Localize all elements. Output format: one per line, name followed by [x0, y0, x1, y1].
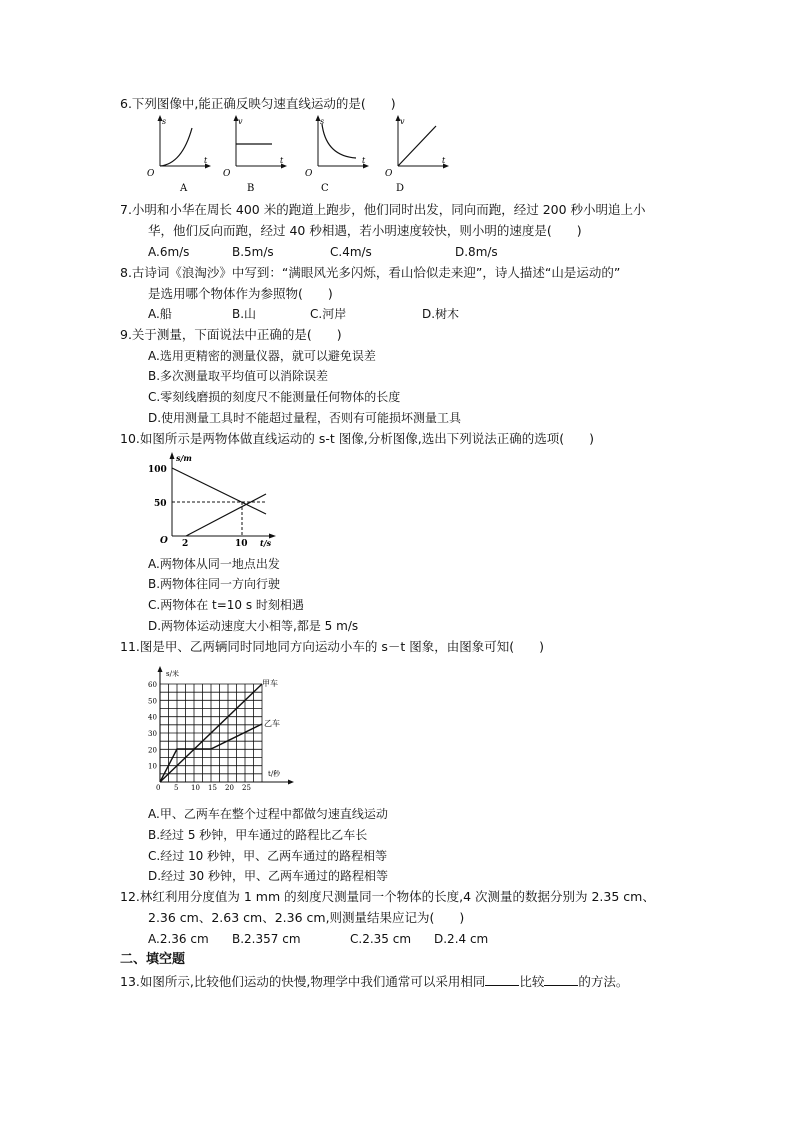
q11-st-graph: [140, 664, 300, 794]
q10-y100: 100: [148, 465, 167, 475]
q6-graph-c: [305, 115, 369, 194]
q6-b-xaxis: t: [280, 156, 284, 165]
q9-stem: 9.关于测量，下面说法中正确的是( ): [120, 327, 342, 342]
q10-option-a: A.两物体从同一地点出发: [148, 557, 280, 571]
q10-stem: 10.如图所示是两物体做直线运动的 s-t 图像,分析图像,选出下列说法正确的选项( ): [120, 431, 594, 446]
q11-ytick: 50: [148, 697, 157, 706]
q10-option-d: D.两物体运动速度大小相等,都是 5 m/s: [148, 619, 359, 633]
q6-b-origin: O: [223, 169, 231, 179]
q7-option-b: B.5m/s: [232, 245, 274, 259]
q11-xtick: 10: [191, 784, 200, 792]
q11-ytick: 60: [148, 681, 157, 689]
q10-y50: 50: [154, 499, 167, 509]
q11-option-c: C.经过 10 秒钟，甲、乙两车通过的路程相等: [148, 849, 388, 863]
q9-option-b: B.多次测量取平均值可以消除误差: [148, 369, 329, 383]
q11-origin: 0: [156, 784, 161, 792]
q11-xtick: 15: [208, 784, 217, 792]
q13-part2: 比较: [519, 974, 545, 989]
q11-ytick: 40: [148, 713, 157, 722]
q6-d-label: D: [396, 183, 405, 194]
q10-option-c: C.两物体在 t=10 s 时刻相遇: [148, 598, 304, 612]
q11-option-a: A.甲、乙两车在整个过程中都做匀速直线运动: [148, 807, 388, 821]
q11-xlabel: t/秒: [268, 770, 281, 778]
q6-stem: 6.下列图像中,能正确反映匀速直线运动的是( ): [120, 96, 396, 111]
q6-b-label: B: [247, 183, 255, 194]
q10-xlabel: t/s: [260, 538, 272, 548]
q6-a-xaxis: t: [204, 156, 208, 165]
q13-part3: 的方法。: [578, 974, 629, 989]
q7-option-d: D.8m/s: [455, 245, 498, 259]
q11-ytick: 30: [148, 730, 157, 738]
q7-option-a: A.6m/s: [148, 245, 190, 259]
q11-series-yi: 乙车: [264, 719, 280, 728]
q9-option-d: D.使用测量工具时不能超过量程，否则有可能损坏测量工具: [148, 411, 462, 425]
q11-option-d: D.经过 30 秒钟，甲、乙两车通过的路程相等: [148, 869, 388, 883]
q10-origin: O: [160, 536, 168, 546]
q6-c-xaxis: t: [362, 156, 366, 165]
q6-d-yaxis: v: [400, 117, 405, 126]
q12-option-d: D.2.4 cm: [434, 932, 489, 946]
q12-option-a: A.2.36 cm: [148, 932, 209, 946]
q12-stem-line1: 12.林红利用分度值为 1 mm 的刻度尺测量同一个物体的长度,4 次测量的数据分别为 2.35 cm、: [120, 889, 655, 904]
q10-x2: 2: [182, 539, 189, 549]
q6-c-origin: O: [305, 169, 313, 179]
q11-ytick: 20: [148, 746, 157, 755]
q11-series-jia: 甲车: [262, 679, 278, 688]
q11-xtick: 25: [242, 784, 251, 792]
q12-option-b: B.2.357 cm: [232, 932, 301, 946]
q8-option-d: D.树木: [422, 307, 460, 321]
q11-ytick: 10: [148, 762, 157, 771]
q6-graph-b: [223, 115, 287, 194]
q13-part1: 13.如图所示,比较他们运动的快慢,物理学中我们通常可以采用相同: [120, 974, 486, 989]
q11-stem: 11.图是甲、乙两辆同时同地同方向运动小车的 s－t 图象，由图象可知( ): [120, 639, 544, 654]
q6-c-label: C: [321, 183, 329, 194]
q6-d-xaxis: t: [442, 156, 446, 165]
q13-blank-2[interactable]: [544, 973, 578, 986]
q6-a-label: A: [180, 183, 188, 194]
q6-graph-d: [385, 115, 449, 194]
q10-ylabel: s/m: [176, 453, 192, 463]
section-heading-fill-blank: 二、填空题: [120, 952, 186, 967]
q7-stem-line2: 华，他们反向而跑，经过 40 秒相遇，若小明速度较快，则小明的速度是( ): [148, 223, 582, 238]
q8-stem-line2: 是选用哪个物体作为参照物( ): [148, 286, 333, 301]
q6-b-yaxis: v: [238, 117, 243, 126]
q12-stem-line2: 2.36 cm、2.63 cm、2.36 cm,则测量结果应记为( ): [148, 910, 465, 925]
q6-c-yaxis: s: [320, 117, 325, 126]
q11-xtick: 5: [174, 784, 179, 792]
q7-option-c: C.4m/s: [330, 245, 372, 259]
q11-option-b: B.经过 5 秒钟，甲车通过的路程比乙车长: [148, 828, 368, 842]
q13-stem: [120, 973, 628, 990]
q6-d-origin: O: [385, 169, 393, 179]
q10-x10: 10: [235, 539, 248, 549]
q10-option-b: B.两物体往同一方向行驶: [148, 577, 281, 591]
q8-option-b: B.山: [232, 307, 257, 321]
q6-a-origin: O: [147, 169, 155, 179]
q8-stem-line1: 8.古诗词《浪淘沙》中写到：“满眼风光多闪烁，看山恰似走来迎”，诗人描述“山是运动的”: [120, 265, 621, 280]
q12-option-c: C.2.35 cm: [350, 932, 412, 946]
q8-option-a: A.船: [148, 307, 172, 321]
q6-a-yaxis: s: [162, 117, 167, 126]
q10-st-graph: [140, 450, 285, 550]
q11-ylabel: s/米: [166, 670, 179, 678]
q9-option-a: A.选用更精密的测量仪器，就可以避免误差: [148, 349, 376, 363]
q13-blank-1[interactable]: [485, 973, 519, 986]
q6-graph-a: [147, 115, 211, 194]
q11-xtick: 20: [225, 784, 234, 792]
q8-option-c: C.河岸: [310, 307, 347, 321]
q9-option-c: C.零刻线磨损的刻度尺不能测量任何物体的长度: [148, 390, 401, 404]
q7-stem-line1: 7.小明和小华在周长 400 米的跑道上跑步，他们同时出发，同向而跑，经过 200 秒小明追上小: [120, 202, 646, 217]
q6-graphs: [140, 114, 470, 194]
